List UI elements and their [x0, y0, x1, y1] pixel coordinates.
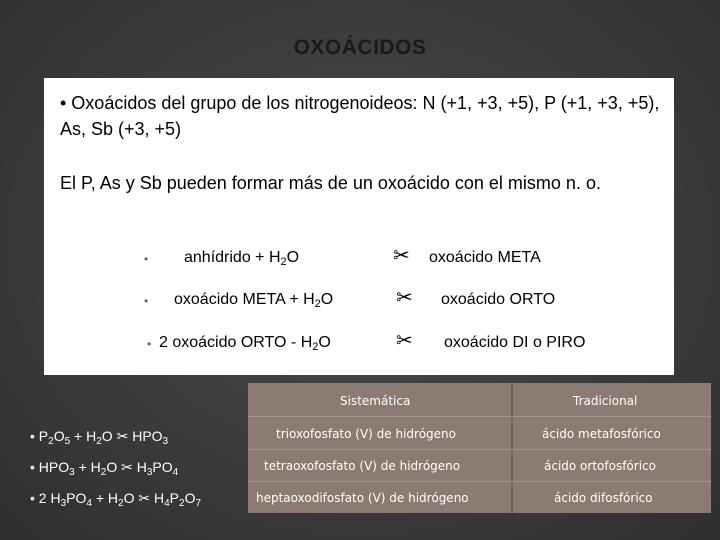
reaction-2-left-tail: O [320, 291, 334, 308]
equation-bullet: • [30, 490, 35, 506]
eq1-part: + H [70, 428, 97, 444]
eq3-sub: 3 [60, 498, 67, 509]
eq2-part: HPO [38, 459, 70, 475]
reaction-1-left-sub: 2 [280, 256, 287, 268]
reaction-2-right: oxoácido ORTO [441, 291, 556, 308]
paragraph-mismo-no: El P, As y Sb pueden formar más de un oxoácido con el mismo n. o. [60, 173, 601, 193]
equation-bullet: • [30, 428, 35, 444]
table-cell: ácido difosfórico [554, 491, 653, 505]
content-box [44, 78, 674, 375]
equation-1 [30, 428, 168, 445]
equation-2 [30, 459, 178, 476]
eq2-sub: 3 [146, 467, 153, 478]
reaction-row-3 [44, 331, 674, 355]
reaction-1-left-tail: O [286, 249, 300, 266]
reaction-3-right: oxoácido DI o PIRO [444, 334, 586, 351]
eq3-sub: 4 [86, 498, 92, 509]
bullet-1: • [144, 252, 149, 266]
table-cell: heptaoxodifosfato (V) de hidrógeno [256, 491, 469, 505]
arrow-icon: ✂ [116, 428, 129, 444]
eq3-part: P [169, 490, 180, 506]
eq2-part: O [106, 459, 122, 475]
eq1-sub: 2 [48, 436, 54, 447]
eq1-sub: 2 [96, 436, 102, 447]
arrow-icon: ✂ [121, 459, 133, 475]
eq2-sub: 3 [69, 467, 75, 478]
eq3-part: O [184, 490, 196, 506]
eq3-sub: 4 [164, 498, 170, 509]
row-divider [248, 481, 711, 482]
eq3-part: 2 H [38, 490, 61, 506]
reaction-2-left [174, 288, 333, 312]
reaction-3-left [159, 331, 331, 355]
eq1-part: O [101, 428, 117, 444]
eq3-part: PO [66, 490, 87, 506]
reaction-3-left-text: 2 oxoácido ORTO - H [159, 334, 313, 351]
paragraph-nitrogenoideos: • Oxoácidos del grupo de los nitrogenoideos: N (+1, +3, +5), P (+1, +3, +5), As, Sb (+3, +5) [60, 93, 660, 139]
eq1-part: P [38, 428, 49, 444]
eq2-sub: 2 [100, 467, 107, 478]
table-header-tradicional: Tradicional [573, 394, 638, 408]
eq3-sub: 2 [179, 498, 185, 509]
arrow-icon: ✂ [396, 287, 413, 309]
bullet-3: • [147, 337, 152, 351]
reaction-3-left-sub: 2 [312, 341, 319, 353]
arrow-icon: ✂ [396, 330, 413, 352]
column-divider [511, 383, 513, 513]
reaction-row-1 [44, 246, 674, 270]
table-cell: trioxofosfato (V) de hidrógeno [276, 427, 456, 441]
nomenclature-table [248, 383, 711, 513]
eq2-part: + H [74, 459, 101, 475]
eq3-part: O [123, 490, 139, 506]
eq1-part: O [53, 428, 65, 444]
eq1-sub: 5 [64, 436, 71, 447]
eq1-part: HPO [128, 428, 163, 444]
eq3-part: + H [91, 490, 119, 506]
slide-title: OXOÁCIDOS [293, 36, 427, 59]
equation-3 [30, 490, 201, 507]
table-cell: ácido metafosfórico [542, 427, 661, 441]
table-cell: ácido ortofosfórico [544, 459, 656, 473]
table-cell: tetraoxofosfato (V) de hidrógeno [264, 459, 461, 473]
equation-bullet: • [30, 459, 35, 475]
reaction-3-left-tail: O [318, 334, 331, 351]
eq3-sub: 7 [195, 498, 202, 509]
reaction-1-left-text: anhídrido + H [184, 249, 281, 266]
eq2-part: PO [152, 459, 173, 475]
row-divider [248, 449, 711, 450]
reaction-2-left-sub: 2 [314, 298, 321, 310]
arrow-icon: ✂ [393, 245, 410, 267]
reaction-1-left [184, 246, 299, 270]
reaction-2-left-text: oxoácido META + H [174, 291, 315, 308]
bullet-2: • [144, 294, 149, 308]
table-header-sistematica: Sistemática [340, 394, 411, 408]
eq2-part: H [132, 459, 147, 475]
row-divider [248, 416, 711, 417]
eq3-part: H [150, 490, 165, 506]
reaction-1-right: oxoácido META [429, 249, 541, 266]
arrow-icon: ✂ [138, 490, 151, 506]
eq1-sub: 3 [162, 436, 169, 447]
eq3-sub: 2 [118, 498, 124, 509]
eq2-sub: 4 [172, 467, 179, 478]
reaction-row-2 [44, 288, 674, 312]
